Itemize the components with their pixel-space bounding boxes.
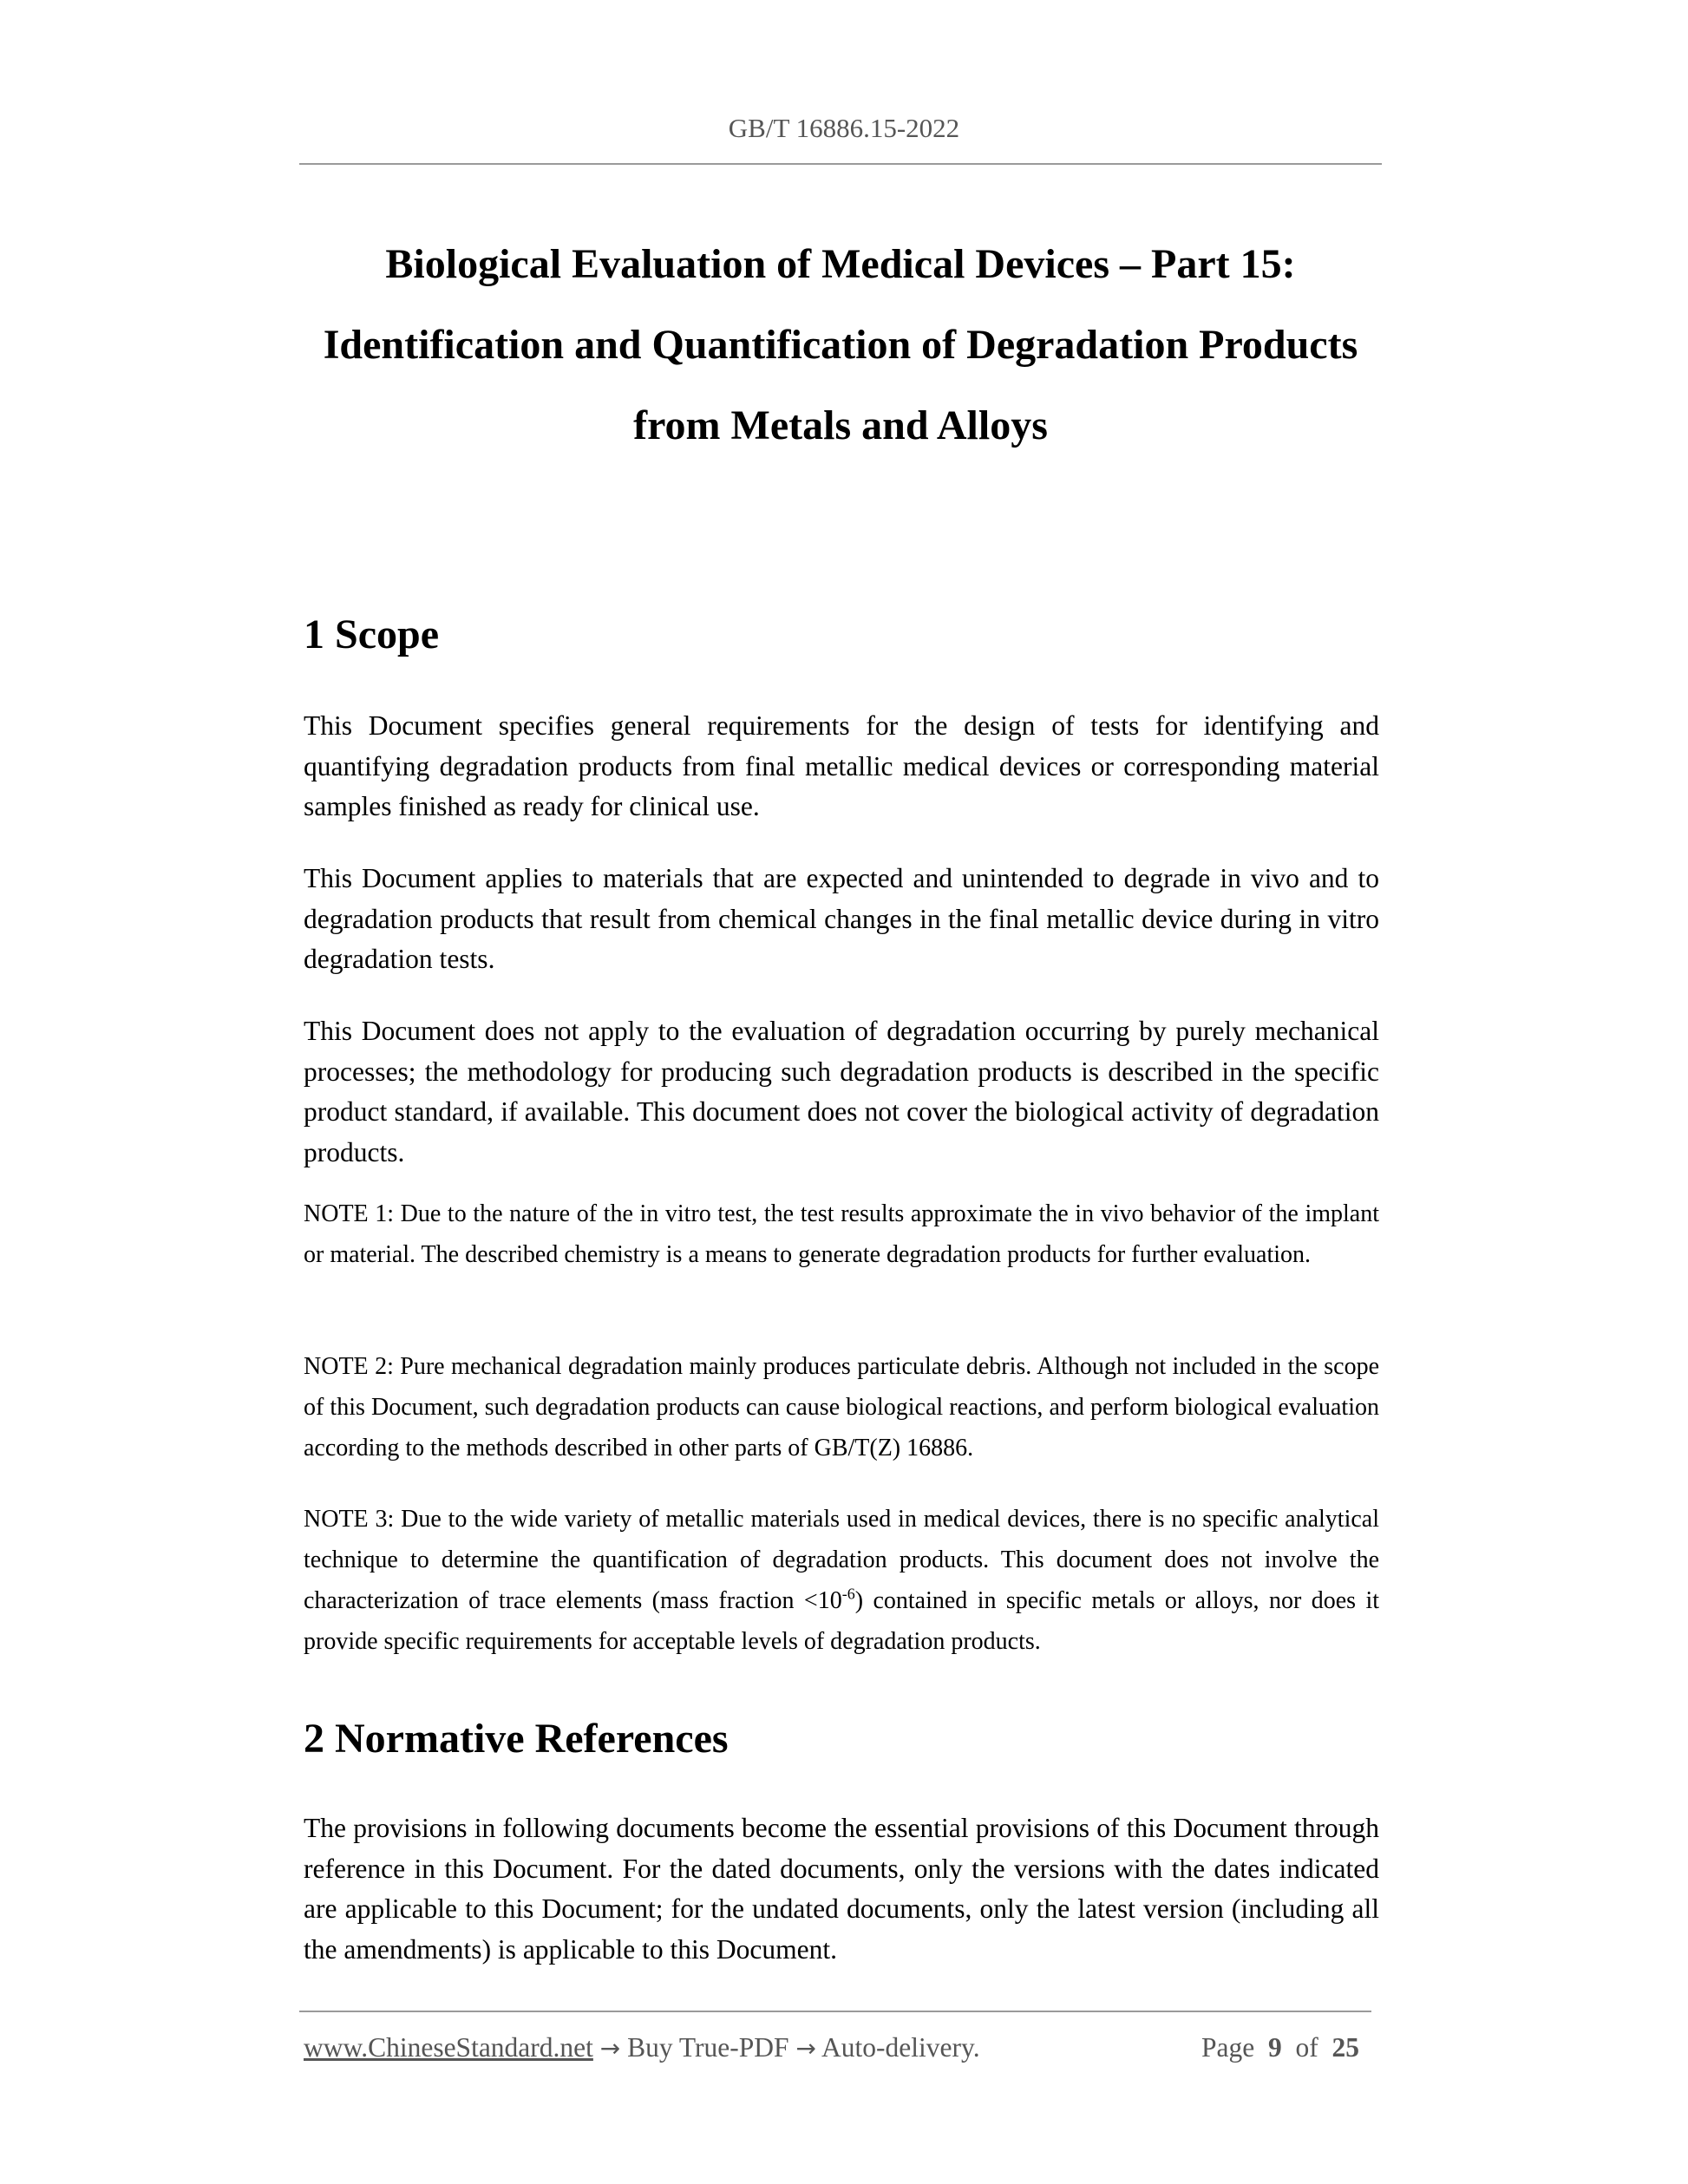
title-line-1: Biological Evaluation of Medical Devices – Part 15: — [385, 241, 1296, 287]
footer-divider — [299, 2011, 1371, 2012]
title-line-2: Identification and Quantification of Degradation Products — [323, 322, 1358, 368]
title-line-3: from Metals and Alloys — [633, 402, 1048, 448]
scope-note-1: NOTE 1: Due to the nature of the in vitro test, the test results approximate the in vivo behavior of the implant or material. The described chemistry is a means to generate degradation products for further evaluation. — [304, 1200, 1379, 1268]
scope-paragraph-1: This Document specifies general requirements for the design of tests for identifying and quantifying degradation products from final metallic medical devices or corresponding material samples finished as ready for clinical use. — [304, 710, 1379, 821]
scope-note-3-text-start: NOTE 3: Due to the wide variety of metallic materials used in medical devices, there is no specific analytical technique to determine the quantification of degradation products. This document does not involve the characterization of trace elements (mass fraction <10 — [304, 1506, 1379, 1614]
page-of-label: of — [1295, 2032, 1318, 2063]
running-header-standard-number: GB/T 16886.15-2022 — [728, 113, 960, 143]
page-current-number: 9 — [1267, 2032, 1282, 2063]
buy-true-pdf-text: Buy True-PDF — [627, 2032, 789, 2063]
arrow-right-icon: → — [795, 2034, 816, 2063]
scope-paragraph-3: This Document does not apply to the evaluation of degradation occurring by purely mechanical processes; the methodology for producing such degradation products is described in the specific product standard, if available. This document does not cover the biological activity of degradation products. — [304, 1016, 1379, 1167]
header-divider — [299, 163, 1382, 165]
section-heading-normative-references: 2 Normative References — [304, 1716, 729, 1762]
scope-note-3-exponent: -6 — [841, 1585, 855, 1603]
scope-note-3-text-end: ) contained in specific metals or alloys, nor does it provide specific requirements for acceptable levels of degradation products. — [304, 1587, 1380, 1655]
footer-promo — [304, 2032, 980, 2063]
auto-delivery-text: Auto-delivery. — [821, 2032, 980, 2063]
website-link[interactable]: www.ChineseStandard.net — [304, 2032, 593, 2063]
normative-references-paragraph: The provisions in following documents become the essential provisions of this Document through reference in this Document. For the dated documents, only the versions with the dates indicated are applicable to this Document; for the undated documents, only the latest version (including all the amendments) is applicable to this Document. — [304, 1813, 1379, 1965]
section-heading-scope: 1 Scope — [304, 611, 439, 657]
scope-note-3 — [304, 1499, 1379, 1662]
scope-paragraph-2: This Document applies to materials that are expected and unintended to degrade in vivo and to degradation products that result from chemical changes in the final metallic device during in vitro degradation tests. — [304, 863, 1379, 974]
document-title — [299, 224, 1382, 466]
scope-note-2: NOTE 2: Pure mechanical degradation mainly produces particulate debris. Although not included in the scope of this Document, such degradation products can cause biological reactions, and perform biological evaluation according to the methods described in other parts of GB/T(Z) 16886. — [304, 1353, 1379, 1461]
page-total-number: 25 — [1331, 2032, 1359, 2063]
arrow-right-icon: → — [599, 2034, 621, 2063]
page-label: Page — [1201, 2032, 1255, 2063]
page-number — [1201, 2032, 1359, 2063]
